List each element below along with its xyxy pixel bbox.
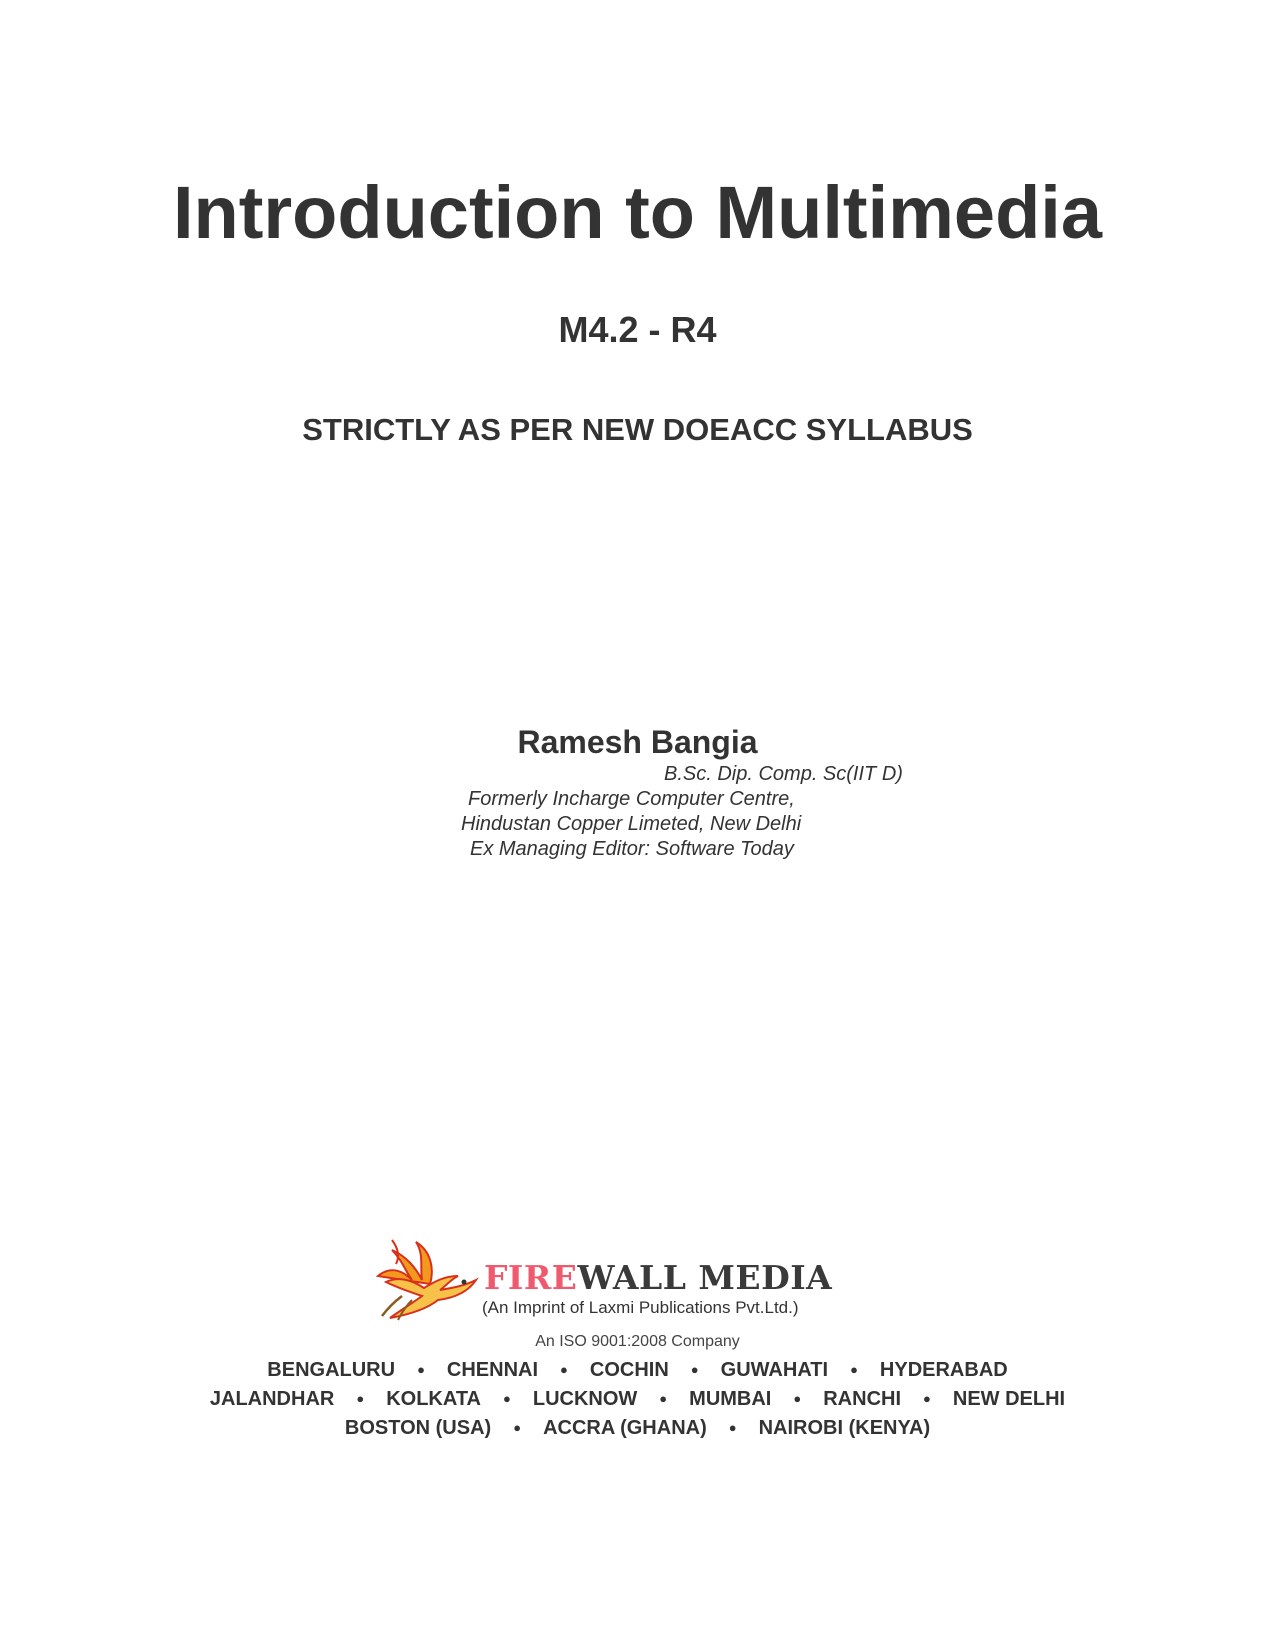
author-former-role: Formerly Incharge Computer Centre, xyxy=(468,788,795,810)
city-name: GUWAHATI xyxy=(720,1359,829,1381)
publisher-wordmark xyxy=(484,1258,832,1298)
bullet-dot-icon: ● xyxy=(503,1391,511,1406)
iso-certification: An ISO 9001:2008 Company xyxy=(535,1333,740,1350)
cities-row-3 xyxy=(0,1415,1275,1441)
city-name: NEW DELHI xyxy=(952,1388,1066,1410)
publisher-tagline: (An Imprint of Laxmi Publications Pvt.Ltd.) xyxy=(482,1298,799,1317)
city-name: BENGALURU xyxy=(267,1359,396,1381)
book-title: Introduction to Multimedia xyxy=(172,171,1102,254)
bullet-dot-icon: ● xyxy=(728,1420,737,1435)
firebird-icon xyxy=(372,1236,482,1321)
wordmark-fire: FIRE xyxy=(484,1258,578,1297)
bullet-dot-icon: ● xyxy=(850,1362,858,1377)
cities-row-2 xyxy=(0,1386,1275,1412)
course-code: M4.2 - R4 xyxy=(558,309,717,350)
bullet-dot-icon: ● xyxy=(923,1391,931,1406)
cities-row-1 xyxy=(0,1357,1275,1383)
city-name: KOLKATA xyxy=(386,1388,481,1410)
bullet-dot-icon: ● xyxy=(690,1362,699,1377)
publisher-logo xyxy=(372,1236,833,1317)
author-editor-role: Ex Managing Editor: Software Today xyxy=(470,838,794,860)
bullet-dot-icon: ● xyxy=(513,1420,522,1435)
author-former-company: Hindustan Copper Limeted, New Delhi xyxy=(461,813,802,835)
city-name: RANCHI xyxy=(823,1388,902,1410)
city-name: BOSTON (USA) xyxy=(344,1417,492,1439)
author-degree: B.Sc. Dip. Comp. Sc(IIT D) xyxy=(664,763,903,785)
city-name: JALANDHAR xyxy=(209,1388,335,1410)
bullet-dot-icon: ● xyxy=(560,1362,568,1377)
syllabus-note: STRICTLY AS PER NEW DOEACC SYLLABUS xyxy=(302,412,973,447)
bullet-dot-icon: ● xyxy=(417,1362,425,1377)
city-name: CHENNAI xyxy=(446,1359,539,1381)
city-name: ACCRA (GHANA) xyxy=(543,1417,707,1439)
city-name: COCHIN xyxy=(589,1359,669,1381)
bullet-dot-icon: ● xyxy=(793,1391,802,1406)
city-name: HYDERABAD xyxy=(879,1359,1008,1381)
city-name: NAIROBI (KENYA) xyxy=(758,1417,931,1439)
bullet-dot-icon: ● xyxy=(356,1391,365,1406)
wordmark-wall-media: WALL MEDIA xyxy=(577,1258,833,1297)
city-name: LUCKNOW xyxy=(532,1388,638,1410)
author-name: Ramesh Bangia xyxy=(517,724,758,760)
city-name: MUMBAI xyxy=(689,1388,772,1410)
bullet-dot-icon: ● xyxy=(659,1391,668,1406)
